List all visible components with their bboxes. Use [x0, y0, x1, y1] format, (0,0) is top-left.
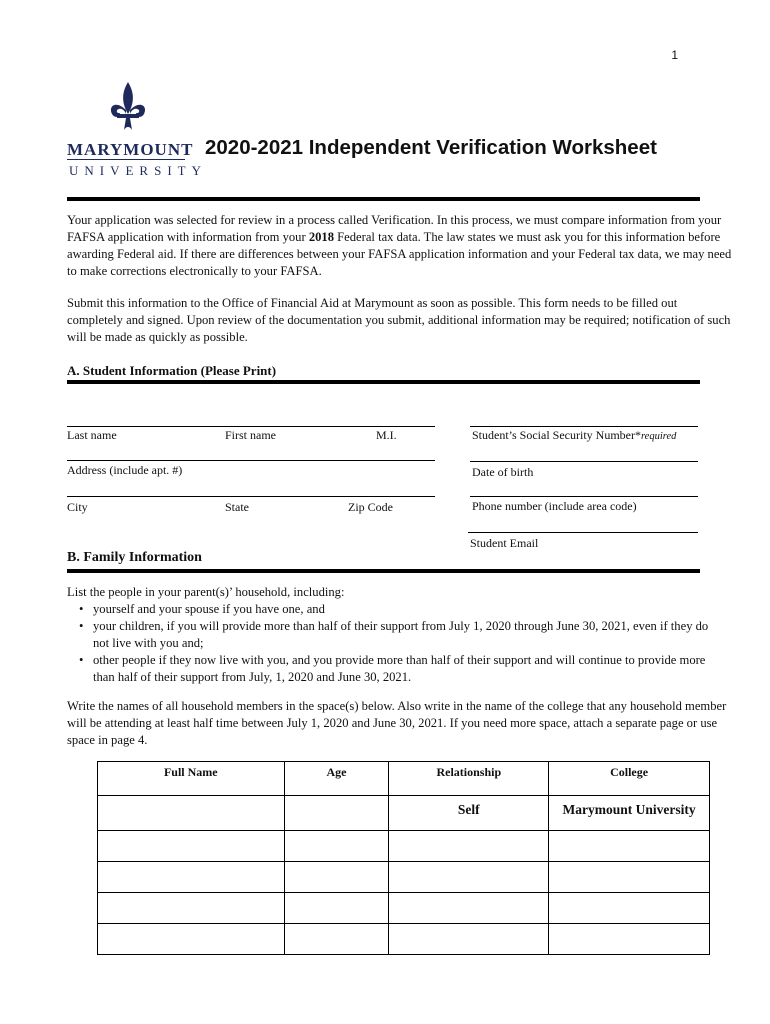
household-table: [97, 761, 710, 955]
cell-age[interactable]: [284, 796, 389, 831]
logo-divider: [67, 159, 185, 160]
col-header-full-name: Full Name: [98, 762, 285, 796]
bullet-item: • other people if they now live with you, and you provide more than half of their support and will continue to provide more than half of their support from July, 1, 2020 and June 30, 2021.: [73, 652, 727, 686]
cell-college: Marymount University: [549, 796, 710, 831]
email-field-line[interactable]: [468, 532, 698, 533]
phone-field-line[interactable]: [470, 496, 698, 497]
cell-full-name[interactable]: [98, 831, 285, 862]
cell-relationship: Self: [389, 796, 549, 831]
address-label: Address (include apt. #): [67, 463, 183, 477]
table-row: [98, 924, 710, 955]
bullet-item: • your children, if you will provide more than half of their support from July 1, 2020 through June 30, 2021, even if they do not live with you and;: [73, 618, 727, 652]
city-state-zip-field-line[interactable]: [67, 496, 435, 497]
col-header-age: Age: [284, 762, 389, 796]
household-intro: List the people in your parent(s)’ household, including:: [67, 585, 345, 599]
phone-label: Phone number (include area code): [472, 499, 637, 513]
cell-full-name[interactable]: [98, 796, 285, 831]
cell-college[interactable]: [549, 924, 710, 955]
cell-full-name[interactable]: [98, 924, 285, 955]
cell-college[interactable]: [549, 831, 710, 862]
address-field-line[interactable]: [67, 460, 435, 461]
ssn-field-line[interactable]: [470, 426, 698, 427]
cell-full-name[interactable]: [98, 862, 285, 893]
ssn-label: Student’s Social Security Number*required: [472, 428, 677, 442]
logo-name: MARYMOUNT: [67, 140, 194, 159]
cell-college[interactable]: [549, 893, 710, 924]
intro-paragraph-2: Submit this information to the Office of Financial Aid at Marymount as soon as possible. This form needs to be filled out completely and signed. Upon review of the documentation you submit, additional information may be required; notification of such will be made as quickly as possible.: [67, 296, 731, 344]
cell-relationship[interactable]: [389, 924, 549, 955]
fleur-de-lis-logo-icon: [108, 80, 148, 138]
cell-age[interactable]: [284, 893, 389, 924]
col-header-relationship: Relationship: [389, 762, 549, 796]
section-a-rule: [67, 380, 700, 384]
section-b-rule: [67, 569, 700, 573]
bullet-item: • yourself and your spouse if you have one, and: [73, 601, 727, 618]
title-rule: [67, 197, 700, 201]
email-label: Student Email: [470, 536, 539, 550]
household-list: [67, 584, 727, 686]
section-b-heading: B. Family Information: [67, 550, 202, 565]
dob-field-line[interactable]: [470, 461, 698, 462]
table-row: [98, 862, 710, 893]
cell-full-name[interactable]: [98, 893, 285, 924]
page-number: 1: [671, 48, 678, 62]
table-row: [98, 831, 710, 862]
table-row: [98, 796, 710, 831]
first-name-label: First name: [225, 428, 276, 442]
cell-college[interactable]: [549, 862, 710, 893]
logo-subtitle: UNIVERSITY: [69, 163, 207, 178]
city-label: City: [67, 500, 88, 514]
table-row: [98, 893, 710, 924]
dob-label: Date of birth: [472, 465, 534, 479]
state-label: State: [225, 500, 249, 514]
col-header-college: College: [549, 762, 710, 796]
cell-age[interactable]: [284, 862, 389, 893]
cell-relationship[interactable]: [389, 893, 549, 924]
section-a-heading: A. Student Information (Please Print): [67, 363, 277, 378]
name-field-line[interactable]: [67, 426, 435, 427]
cell-age[interactable]: [284, 924, 389, 955]
zip-label: Zip Code: [348, 500, 393, 514]
cell-age[interactable]: [284, 831, 389, 862]
mi-label: M.I.: [376, 428, 397, 442]
household-instructions: Write the names of all household members in the space(s) below. Also write in the name of the college that any household member will be attending at least half time between July 1, 2020 and June 30, 2021. If you need more space, attach a separate page or use space in page 4.: [67, 699, 727, 747]
last-name-label: Last name: [67, 428, 117, 442]
intro-paragraph-1: Your application was selected for review in a process called Verification. In this process, we must compare information from your FAFSA application with information from your 2018 Federal tax data. The law states we must ask you for this information before awarding Federal aid. If there are differences between your FAFSA application information and your Federal tax data, we may need to make corrections electronically to your FAFSA.: [67, 213, 732, 278]
cell-relationship[interactable]: [389, 831, 549, 862]
page-title: 2020-2021 Independent Verification Worksheet: [205, 136, 657, 159]
cell-relationship[interactable]: [389, 862, 549, 893]
